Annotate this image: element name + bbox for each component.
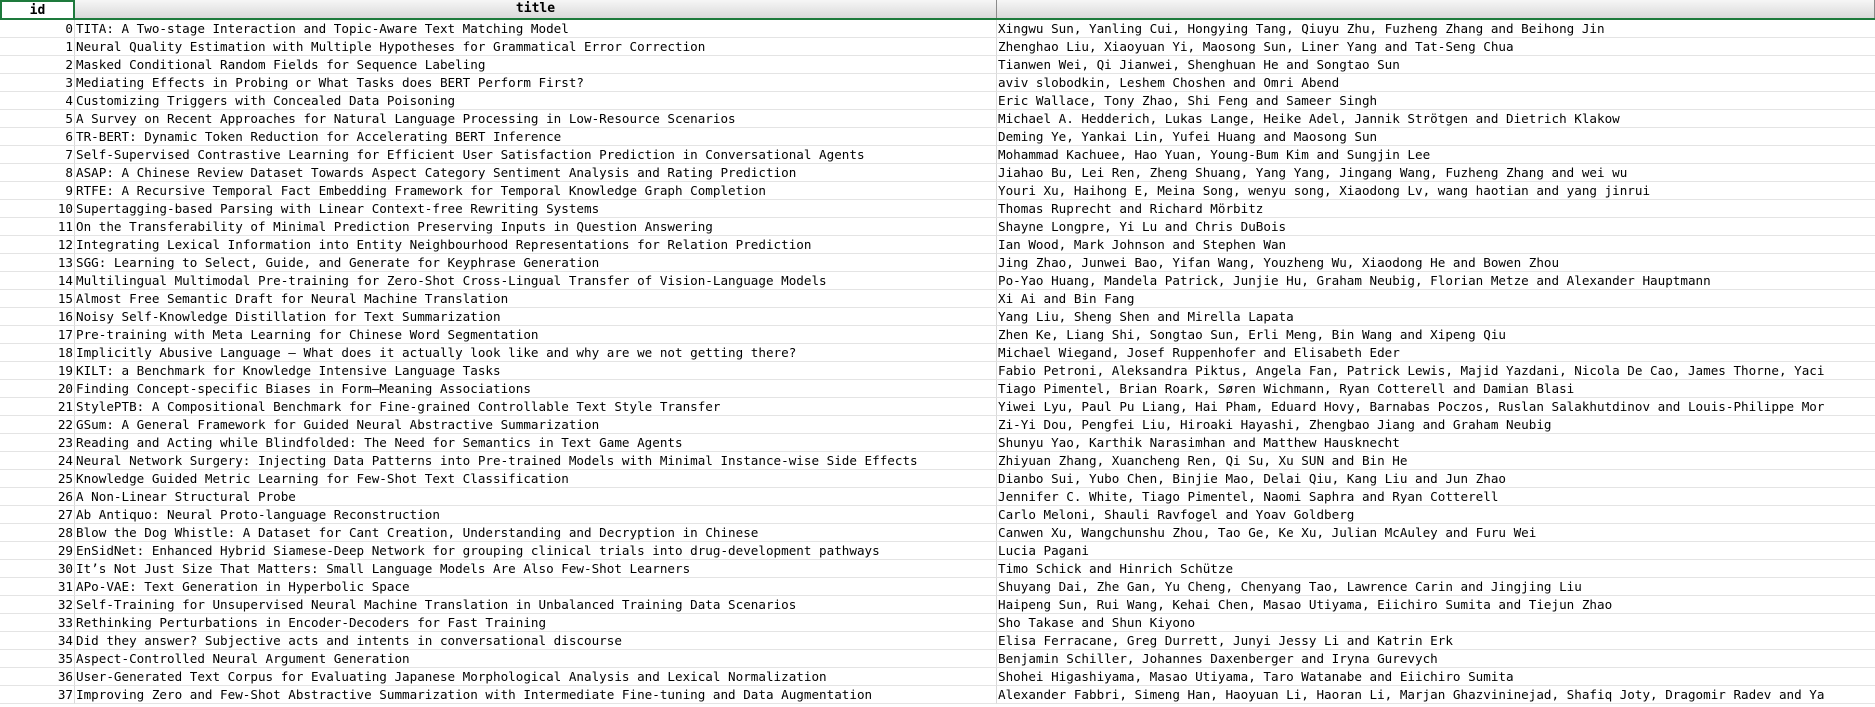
table-row[interactable] bbox=[0, 272, 1875, 290]
table-row[interactable] bbox=[0, 146, 1875, 164]
id-cell[interactable]: 29 bbox=[0, 542, 75, 560]
table-row[interactable] bbox=[0, 686, 1875, 704]
authors-cell[interactable]: Zhen Ke, Liang Shi, Songtao Sun, Erli Meng, Bin Wang and Xipeng Qiu bbox=[997, 326, 1875, 344]
authors-cell[interactable]: Michael A. Hedderich, Lukas Lange, Heike Adel, Jannik Strötgen and Dietrich Klakow bbox=[997, 110, 1875, 128]
authors-cell[interactable]: Yang Liu, Sheng Shen and Mirella Lapata bbox=[997, 308, 1875, 326]
authors-cell[interactable]: Benjamin Schiller, Johannes Daxenberger and Iryna Gurevych bbox=[997, 650, 1875, 668]
authors-cell[interactable]: Jing Zhao, Junwei Bao, Yifan Wang, Youzheng Wu, Xiaodong He and Bowen Zhou bbox=[997, 254, 1875, 272]
title-cell[interactable]: TR-BERT: Dynamic Token Reduction for Accelerating BERT Inference bbox=[75, 128, 997, 146]
id-cell[interactable]: 10 bbox=[0, 200, 75, 218]
authors-cell[interactable]: Thomas Ruprecht and Richard Mörbitz bbox=[997, 200, 1875, 218]
id-cell[interactable]: 7 bbox=[0, 146, 75, 164]
authors-cell[interactable]: Lucia Pagani bbox=[997, 542, 1875, 560]
table-row[interactable] bbox=[0, 614, 1875, 632]
authors-cell[interactable]: Eric Wallace, Tony Zhao, Shi Feng and Sameer Singh bbox=[997, 92, 1875, 110]
id-cell[interactable]: 27 bbox=[0, 506, 75, 524]
table-row[interactable] bbox=[0, 56, 1875, 74]
table-row[interactable] bbox=[0, 128, 1875, 146]
authors-cell[interactable]: Shohei Higashiyama, Masao Utiyama, Taro Watanabe and Eiichiro Sumita bbox=[997, 668, 1875, 686]
table-row[interactable] bbox=[0, 74, 1875, 92]
column-header-row bbox=[0, 0, 1875, 20]
title-cell[interactable]: RTFE: A Recursive Temporal Fact Embedding Framework for Temporal Knowledge Graph Completion bbox=[75, 182, 997, 200]
id-cell[interactable]: 32 bbox=[0, 596, 75, 614]
title-cell[interactable]: APo-VAE: Text Generation in Hyperbolic Space bbox=[75, 578, 997, 596]
title-cell[interactable]: A Non-Linear Structural Probe bbox=[75, 488, 997, 506]
table-row[interactable] bbox=[0, 578, 1875, 596]
table-row[interactable] bbox=[0, 362, 1875, 380]
title-cell[interactable]: Aspect-Controlled Neural Argument Generation bbox=[75, 650, 997, 668]
id-cell[interactable]: 21 bbox=[0, 398, 75, 416]
table-row[interactable] bbox=[0, 542, 1875, 560]
table-row[interactable] bbox=[0, 20, 1875, 38]
authors-cell[interactable]: Youri Xu, Haihong E, Meina Song, wenyu song, Xiaodong Lv, wang haotian and yang jinrui bbox=[997, 182, 1875, 200]
table-row[interactable] bbox=[0, 308, 1875, 326]
id-cell[interactable]: 31 bbox=[0, 578, 75, 596]
authors-cell[interactable]: Yiwei Lyu, Paul Pu Liang, Hai Pham, Eduard Hovy, Barnabas Poczos, Ruslan Salakhutdinov and Louis-Philippe Mor bbox=[997, 398, 1875, 416]
title-cell[interactable]: Implicitly Abusive Language – What does it actually look like and why are we not getting there? bbox=[75, 344, 997, 362]
table-row[interactable] bbox=[0, 596, 1875, 614]
id-cell[interactable]: 20 bbox=[0, 380, 75, 398]
id-cell[interactable]: 25 bbox=[0, 470, 75, 488]
authors-cell[interactable]: Elisa Ferracane, Greg Durrett, Junyi Jessy Li and Katrin Erk bbox=[997, 632, 1875, 650]
title-cell[interactable]: Finding Concept-specific Biases in Form–Meaning Associations bbox=[75, 380, 997, 398]
table-row[interactable] bbox=[0, 524, 1875, 542]
id-cell[interactable]: 33 bbox=[0, 614, 75, 632]
authors-cell[interactable]: Jennifer C. White, Tiago Pimentel, Naomi Saphra and Ryan Cotterell bbox=[997, 488, 1875, 506]
id-cell[interactable]: 12 bbox=[0, 236, 75, 254]
id-cell[interactable]: 1 bbox=[0, 38, 75, 56]
authors-cell[interactable]: Fabio Petroni, Aleksandra Piktus, Angela Fan, Patrick Lewis, Majid Yazdani, Nicola De Cao, James Thorne, Yaci bbox=[997, 362, 1875, 380]
title-cell[interactable]: Masked Conditional Random Fields for Sequence Labeling bbox=[75, 56, 997, 74]
table-row[interactable] bbox=[0, 452, 1875, 470]
id-cell[interactable]: 0 bbox=[0, 20, 75, 38]
table-row[interactable] bbox=[0, 92, 1875, 110]
title-cell[interactable]: Ab Antiquo: Neural Proto-language Reconstruction bbox=[75, 506, 997, 524]
table-row[interactable] bbox=[0, 650, 1875, 668]
id-cell[interactable]: 9 bbox=[0, 182, 75, 200]
title-cell[interactable]: Supertagging-based Parsing with Linear Context-free Rewriting Systems bbox=[75, 200, 997, 218]
title-cell[interactable]: Multilingual Multimodal Pre-training for Zero-Shot Cross-Lingual Transfer of Vision-Language Models bbox=[75, 272, 997, 290]
table-row[interactable] bbox=[0, 380, 1875, 398]
id-cell[interactable]: 18 bbox=[0, 344, 75, 362]
table-row[interactable] bbox=[0, 182, 1875, 200]
id-cell[interactable]: 2 bbox=[0, 56, 75, 74]
title-cell[interactable]: Pre-training with Meta Learning for Chinese Word Segmentation bbox=[75, 326, 997, 344]
table-row[interactable] bbox=[0, 632, 1875, 650]
table-row[interactable] bbox=[0, 344, 1875, 362]
authors-cell[interactable]: Xingwu Sun, Yanling Cui, Hongying Tang, Qiuyu Zhu, Fuzheng Zhang and Beihong Jin bbox=[997, 20, 1875, 38]
title-cell[interactable]: StylePTB: A Compositional Benchmark for Fine-grained Controllable Text Style Transfer bbox=[75, 398, 997, 416]
title-cell[interactable]: Improving Zero and Few-Shot Abstractive Summarization with Intermediate Fine-tuning and Data Augmentation bbox=[75, 686, 997, 704]
table-row[interactable] bbox=[0, 38, 1875, 56]
title-cell[interactable]: Knowledge Guided Metric Learning for Few-Shot Text Classification bbox=[75, 470, 997, 488]
column-header-id[interactable]: id bbox=[0, 0, 75, 18]
table-row[interactable] bbox=[0, 488, 1875, 506]
id-cell[interactable]: 22 bbox=[0, 416, 75, 434]
title-cell[interactable]: EnSidNet: Enhanced Hybrid Siamese-Deep Network for grouping clinical trials into drug-development pathways bbox=[75, 542, 997, 560]
id-cell[interactable]: 30 bbox=[0, 560, 75, 578]
id-cell[interactable]: 13 bbox=[0, 254, 75, 272]
authors-cell[interactable]: Shayne Longpre, Yi Lu and Chris DuBois bbox=[997, 218, 1875, 236]
authors-cell[interactable]: Zhenghao Liu, Xiaoyuan Yi, Maosong Sun, Liner Yang and Tat-Seng Chua bbox=[997, 38, 1875, 56]
title-cell[interactable]: Self-Training for Unsupervised Neural Machine Translation in Unbalanced Training Data Scenarios bbox=[75, 596, 997, 614]
table-row[interactable] bbox=[0, 470, 1875, 488]
id-cell[interactable]: 24 bbox=[0, 452, 75, 470]
title-cell[interactable]: SGG: Learning to Select, Guide, and Generate for Keyphrase Generation bbox=[75, 254, 997, 272]
table-row[interactable] bbox=[0, 326, 1875, 344]
id-cell[interactable]: 17 bbox=[0, 326, 75, 344]
authors-cell[interactable]: Ian Wood, Mark Johnson and Stephen Wan bbox=[997, 236, 1875, 254]
authors-cell[interactable]: Jiahao Bu, Lei Ren, Zheng Shuang, Yang Yang, Jingang Wang, Fuzheng Zhang and wei wu bbox=[997, 164, 1875, 182]
authors-cell[interactable]: aviv slobodkin, Leshem Choshen and Omri Abend bbox=[997, 74, 1875, 92]
table-row[interactable] bbox=[0, 164, 1875, 182]
authors-cell[interactable]: Xi Ai and Bin Fang bbox=[997, 290, 1875, 308]
authors-cell[interactable]: Carlo Meloni, Shauli Ravfogel and Yoav Goldberg bbox=[997, 506, 1875, 524]
authors-cell[interactable]: Zhiyuan Zhang, Xuancheng Ren, Qi Su, Xu SUN and Bin He bbox=[997, 452, 1875, 470]
authors-cell[interactable]: Tianwen Wei, Qi Jianwei, Shenghuan He and Songtao Sun bbox=[997, 56, 1875, 74]
id-cell[interactable]: 15 bbox=[0, 290, 75, 308]
authors-cell[interactable]: Alexander Fabbri, Simeng Han, Haoyuan Li, Haoran Li, Marjan Ghazvininejad, Shafiq Joty, Dragomir Radev and Ya bbox=[997, 686, 1875, 704]
title-cell[interactable]: Self-Supervised Contrastive Learning for Efficient User Satisfaction Prediction in Conversational Agents bbox=[75, 146, 997, 164]
title-cell[interactable]: Neural Network Surgery: Injecting Data Patterns into Pre-trained Models with Minimal Instance-wise Side Effects bbox=[75, 452, 997, 470]
title-cell[interactable]: Noisy Self-Knowledge Distillation for Text Summarization bbox=[75, 308, 997, 326]
title-cell[interactable]: Customizing Triggers with Concealed Data Poisoning bbox=[75, 92, 997, 110]
id-cell[interactable]: 3 bbox=[0, 74, 75, 92]
table-body bbox=[0, 20, 1875, 704]
authors-cell[interactable]: Timo Schick and Hinrich Schütze bbox=[997, 560, 1875, 578]
id-cell[interactable]: 6 bbox=[0, 128, 75, 146]
table-row[interactable] bbox=[0, 434, 1875, 452]
table-row[interactable] bbox=[0, 236, 1875, 254]
table-row[interactable] bbox=[0, 560, 1875, 578]
authors-cell[interactable]: Shunyu Yao, Karthik Narasimhan and Matthew Hausknecht bbox=[997, 434, 1875, 452]
title-cell[interactable]: Reading and Acting while Blindfolded: The Need for Semantics in Text Game Agents bbox=[75, 434, 997, 452]
id-cell[interactable]: 35 bbox=[0, 650, 75, 668]
table-row[interactable] bbox=[0, 416, 1875, 434]
authors-cell[interactable]: Zi-Yi Dou, Pengfei Liu, Hiroaki Hayashi, Zhengbao Jiang and Graham Neubig bbox=[997, 416, 1875, 434]
id-cell[interactable]: 28 bbox=[0, 524, 75, 542]
title-cell[interactable]: On the Transferability of Minimal Prediction Preserving Inputs in Question Answering bbox=[75, 218, 997, 236]
title-cell[interactable]: A Survey on Recent Approaches for Natural Language Processing in Low-Resource Scenarios bbox=[75, 110, 997, 128]
title-cell[interactable]: ASAP: A Chinese Review Dataset Towards Aspect Category Sentiment Analysis and Rating Prediction bbox=[75, 164, 997, 182]
table-row[interactable] bbox=[0, 254, 1875, 272]
id-cell[interactable]: 26 bbox=[0, 488, 75, 506]
title-cell[interactable]: GSum: A General Framework for Guided Neural Abstractive Summarization bbox=[75, 416, 997, 434]
title-cell[interactable]: It’s Not Just Size That Matters: Small Language Models Are Also Few-Shot Learners bbox=[75, 560, 997, 578]
id-cell[interactable]: 14 bbox=[0, 272, 75, 290]
authors-cell[interactable]: Haipeng Sun, Rui Wang, Kehai Chen, Masao Utiyama, Eiichiro Sumita and Tiejun Zhao bbox=[997, 596, 1875, 614]
table-row[interactable] bbox=[0, 110, 1875, 128]
id-cell[interactable]: 23 bbox=[0, 434, 75, 452]
id-cell[interactable]: 11 bbox=[0, 218, 75, 236]
id-cell[interactable]: 4 bbox=[0, 92, 75, 110]
id-cell[interactable]: 19 bbox=[0, 362, 75, 380]
id-cell[interactable]: 8 bbox=[0, 164, 75, 182]
id-cell[interactable]: 36 bbox=[0, 668, 75, 686]
title-cell[interactable]: Blow the Dog Whistle: A Dataset for Cant Creation, Understanding and Decryption in Chinese bbox=[75, 524, 997, 542]
authors-cell[interactable]: Tiago Pimentel, Brian Roark, Søren Wichmann, Ryan Cotterell and Damian Blasi bbox=[997, 380, 1875, 398]
column-header-title[interactable]: title bbox=[75, 0, 997, 18]
id-cell[interactable]: 16 bbox=[0, 308, 75, 326]
authors-cell[interactable]: Deming Ye, Yankai Lin, Yufei Huang and Maosong Sun bbox=[997, 128, 1875, 146]
title-cell[interactable]: User-Generated Text Corpus for Evaluating Japanese Morphological Analysis and Lexical Normalization bbox=[75, 668, 997, 686]
authors-cell[interactable]: Shuyang Dai, Zhe Gan, Yu Cheng, Chenyang Tao, Lawrence Carin and Jingjing Liu bbox=[997, 578, 1875, 596]
authors-cell[interactable]: Po-Yao Huang, Mandela Patrick, Junjie Hu, Graham Neubig, Florian Metze and Alexander Hauptmann bbox=[997, 272, 1875, 290]
title-cell[interactable]: Integrating Lexical Information into Entity Neighbourhood Representations for Relation Prediction bbox=[75, 236, 997, 254]
authors-cell[interactable]: Sho Takase and Shun Kiyono bbox=[997, 614, 1875, 632]
title-cell[interactable]: Neural Quality Estimation with Multiple Hypotheses for Grammatical Error Correction bbox=[75, 38, 997, 56]
title-cell[interactable]: KILT: a Benchmark for Knowledge Intensive Language Tasks bbox=[75, 362, 997, 380]
id-cell[interactable]: 34 bbox=[0, 632, 75, 650]
table-row[interactable] bbox=[0, 218, 1875, 236]
table-row[interactable] bbox=[0, 200, 1875, 218]
table-row[interactable] bbox=[0, 668, 1875, 686]
authors-cell[interactable]: Dianbo Sui, Yubo Chen, Binjie Mao, Delai Qiu, Kang Liu and Jun Zhao bbox=[997, 470, 1875, 488]
title-cell[interactable]: Did they answer? Subjective acts and intents in conversational discourse bbox=[75, 632, 997, 650]
table-row[interactable] bbox=[0, 290, 1875, 308]
id-cell[interactable]: 37 bbox=[0, 686, 75, 704]
title-cell[interactable]: Rethinking Perturbations in Encoder-Decoders for Fast Training bbox=[75, 614, 997, 632]
table-row[interactable] bbox=[0, 506, 1875, 524]
title-cell[interactable]: TITA: A Two-stage Interaction and Topic-Aware Text Matching Model bbox=[75, 20, 997, 38]
title-cell[interactable]: Mediating Effects in Probing or What Tasks does BERT Perform First? bbox=[75, 74, 997, 92]
authors-cell[interactable]: Mohammad Kachuee, Hao Yuan, Young-Bum Kim and Sungjin Lee bbox=[997, 146, 1875, 164]
table-row[interactable] bbox=[0, 398, 1875, 416]
column-header-authors[interactable] bbox=[997, 0, 1875, 18]
authors-cell[interactable]: Canwen Xu, Wangchunshu Zhou, Tao Ge, Ke Xu, Julian McAuley and Furu Wei bbox=[997, 524, 1875, 542]
authors-cell[interactable]: Michael Wiegand, Josef Ruppenhofer and Elisabeth Eder bbox=[997, 344, 1875, 362]
title-cell[interactable]: Almost Free Semantic Draft for Neural Machine Translation bbox=[75, 290, 997, 308]
id-cell[interactable]: 5 bbox=[0, 110, 75, 128]
